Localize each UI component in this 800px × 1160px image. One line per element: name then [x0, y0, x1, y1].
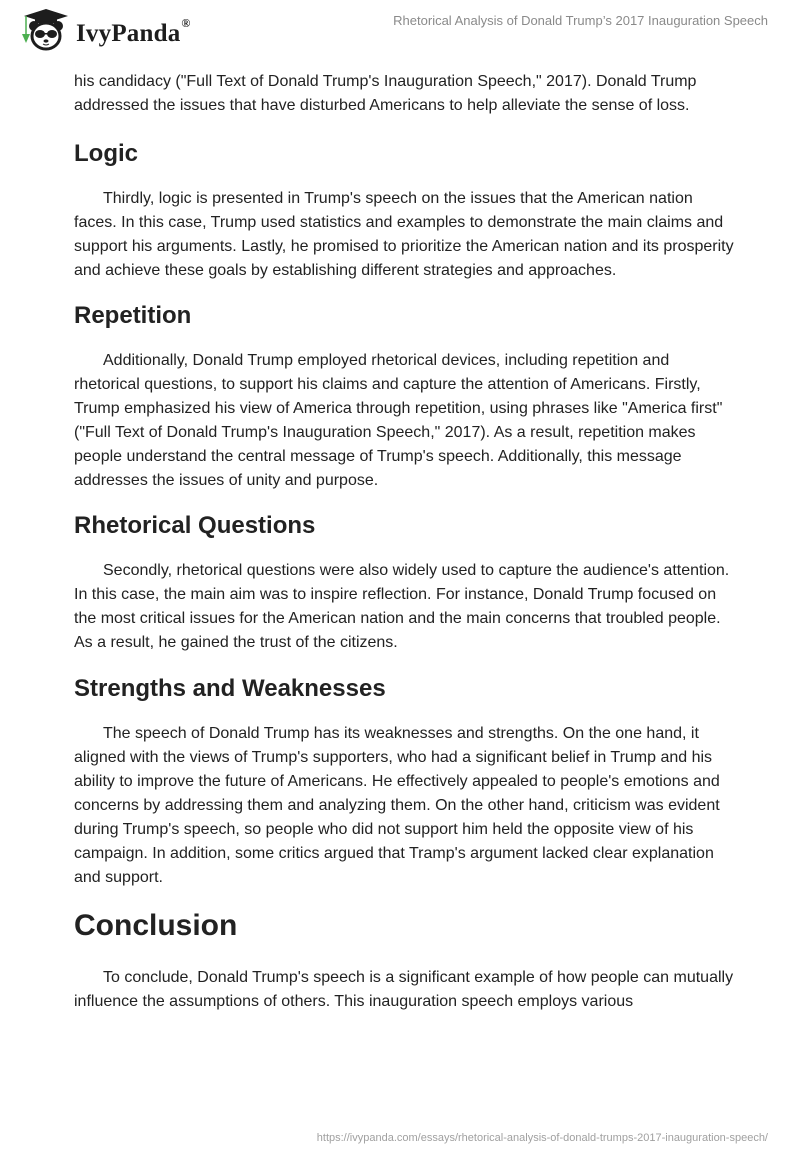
document-title: Rhetorical Analysis of Donald Trump’s 2017 Inauguration Speech — [393, 13, 768, 28]
heading-conclusion: Conclusion — [74, 909, 238, 942]
page-header — [0, 0, 800, 56]
heading-strengths-weaknesses: Strengths and Weaknesses — [74, 675, 386, 702]
heading-repetition: Repetition — [74, 302, 192, 329]
source-url[interactable]: https://ivypanda.com/essays/rhetorical-analysis-of-donald-trumps-2017-inauguration-speech/ — [316, 1132, 768, 1144]
paragraph-rhetorical-questions: Secondly, rhetorical questions were also widely used to capture the audience's attention. In this case, the main aim was to inspire reflection. For instance, Donald Trump focused on the most critical issues for the American nation and the main concerns that troubled people. As a result, he gained the trust of the citizens. — [74, 562, 730, 651]
panda-graduate-icon — [18, 6, 70, 57]
heading-logic: Logic — [74, 140, 138, 167]
heading-rhetorical-questions: Rhetorical Questions — [74, 512, 316, 539]
paragraph-repetition: Additionally, Donald Trump employed rhetorical devices, including repetition and rhetorical questions, to support his claims and capture the attention of Americans. Firstly, Trump emphasized his view of America through repetition, using phrases like "America first" ("Full Text of Donald Trump's Inauguration Speech," 2017). As a result, repetition makes people understand the central message of Trump's speech. Additionally, this message addresses the issues of unity and purpose. — [74, 352, 723, 489]
essay-content — [74, 70, 734, 1014]
paragraph-strengths-weaknesses: The speech of Donald Trump has its weaknesses and strengths. On the one hand, it aligned with the views of Trump's supporters, who had a significant belief in Trump and his ability to improve the future of Americans. He effectively appealed to people's emotions and concerns by addressing them and analyzing them. On the other hand, criticism was evident during Trump's speech, so people who did not support him held the opposite view of his campaign. In addition, some critics argued that Tramp's argument lacked clear explanation and support. — [74, 725, 720, 886]
ivypanda-logo[interactable] — [18, 6, 191, 57]
intro-paragraph: his candidacy ("Full Text of Donald Trump's Inauguration Speech," 2017). Donald Trump addressed the issues that have disturbed Americans to help alleviate the sense of loss. — [74, 73, 697, 114]
brand-name: IvyPanda® — [76, 16, 191, 47]
paragraph-logic: Thirdly, logic is presented in Trump's speech on the issues that the American nation faces. In this case, Trump used statistics and examples to demonstrate the main claims and support his arguments. Lastly, he promised to prioritize the American nation and its prosperity and achieve these goals by establishing different strategies and approaches. — [74, 190, 734, 279]
paragraph-conclusion: To conclude, Donald Trump's speech is a significant example of how people can mutually influence the assumptions of others. This inauguration speech employs various — [74, 969, 734, 1010]
